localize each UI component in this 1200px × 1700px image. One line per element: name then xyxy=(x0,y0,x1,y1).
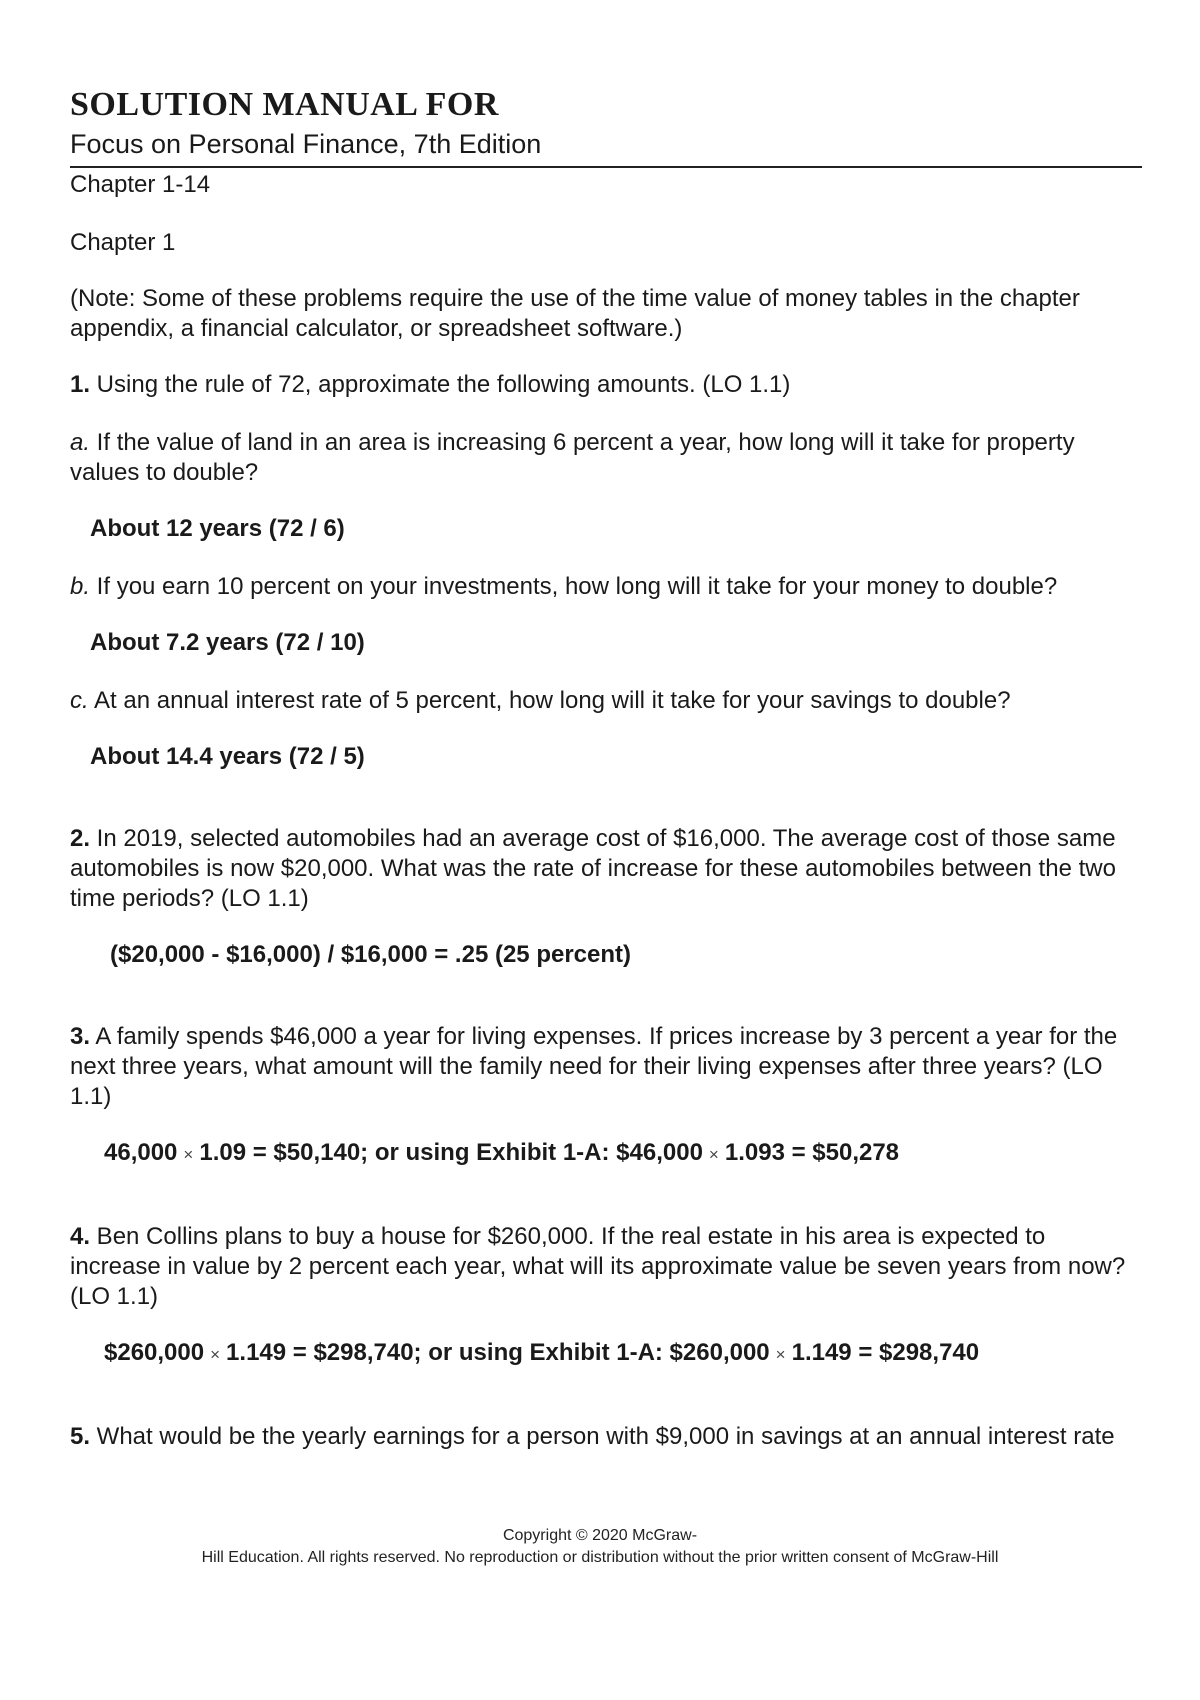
question-2 xyxy=(70,824,1140,914)
question-4 xyxy=(70,1222,1140,1312)
subquestion-label: a. xyxy=(70,429,91,456)
answer-segment: 1.149 = $298,740 xyxy=(791,1339,980,1366)
answer-segment: 1.093 = $50,278 xyxy=(724,1139,900,1166)
question-number: 4. xyxy=(70,1223,91,1250)
question-1 xyxy=(70,370,1140,400)
copyright-line-2: Hill Education. All rights reserved. No reproduction or distribution without the prior written consent of McGraw-Hill xyxy=(201,1549,999,1566)
multiply-sign: × xyxy=(708,1145,719,1164)
book-title: Focus on Personal Finance, 7th Edition xyxy=(70,129,542,159)
question-1a xyxy=(70,428,1140,488)
copyright-line-1: Copyright © 2020 McGraw- xyxy=(502,1527,698,1544)
answer-4 xyxy=(70,1338,1140,1370)
question-number: 1. xyxy=(70,371,91,398)
answer-segment: 1.149 = $298,740; or using Exhibit 1-A: $260,000 xyxy=(226,1339,770,1366)
answer-1b: About 7.2 years (72 / 10) xyxy=(90,629,365,656)
header-divider xyxy=(70,166,1142,168)
chapter-range: Chapter 1-14 xyxy=(70,171,211,198)
subquestion-text: If the value of land in an area is increasing 6 percent a year, how long will it take for property values to double? xyxy=(70,429,1075,486)
question-number: 5. xyxy=(70,1423,91,1450)
question-text: A family spends $46,000 a year for living expenses. If prices increase by 3 percent a year for the next three years, what amount will the family need for their living expenses after three years? (LO 1.1) xyxy=(70,1023,1118,1110)
multiply-sign: × xyxy=(210,1345,221,1364)
question-text: In 2019, selected automobiles had an average cost of $16,000. The average cost of those same automobiles is now $20,000. What was the rate of increase for these automobiles between the two time periods? (LO 1.1) xyxy=(70,825,1116,912)
question-text: What would be the yearly earnings for a person with $9,000 in savings at an annual interest rate xyxy=(90,1423,1115,1450)
answer-2: ($20,000 - $16,000) / $16,000 = .25 (25 percent) xyxy=(110,941,632,968)
question-number: 3. xyxy=(70,1023,91,1050)
subquestion-label: b. xyxy=(70,573,91,600)
note-paragraph: (Note: Some of these problems require the use of the time value of money tables in the chapter appendix, a financial calculator, or spreadsheet software.) xyxy=(70,285,1080,342)
chapter-heading: Chapter 1 xyxy=(70,229,176,256)
answer-1a: About 12 years (72 / 6) xyxy=(90,515,345,542)
document-page xyxy=(70,86,1140,1452)
question-1b xyxy=(70,572,1140,602)
answer-1c: About 14.4 years (72 / 5) xyxy=(90,743,365,770)
question-text: Ben Collins plans to buy a house for $260,000. If the real estate in his area is expected to increase in value by 2 percent each year, what will its approximate value be seven years from now? (LO 1.1) xyxy=(70,1223,1126,1310)
answer-3 xyxy=(70,1138,1140,1170)
subquestion-text: At an annual interest rate of 5 percent, how long will it take for your savings to double? xyxy=(88,687,1011,714)
multiply-sign: × xyxy=(183,1145,194,1164)
question-5 xyxy=(70,1422,1140,1452)
document-title: SOLUTION MANUAL FOR xyxy=(70,86,499,123)
answer-segment: 46,000 xyxy=(104,1139,178,1166)
question-3 xyxy=(70,1022,1140,1112)
question-1c xyxy=(70,686,1140,716)
subquestion-label: c. xyxy=(70,687,89,714)
question-text: Using the rule of 72, approximate the following amounts. (LO 1.1) xyxy=(90,371,791,398)
copyright-footer xyxy=(0,1525,1200,1569)
multiply-sign: × xyxy=(775,1345,786,1364)
subquestion-text: If you earn 10 percent on your investments, how long will it take for your money to double? xyxy=(90,573,1058,600)
answer-segment: 1.09 = $50,140; or using Exhibit 1-A: $46,000 xyxy=(199,1139,703,1166)
question-number: 2. xyxy=(70,825,91,852)
answer-segment: $260,000 xyxy=(104,1339,205,1366)
